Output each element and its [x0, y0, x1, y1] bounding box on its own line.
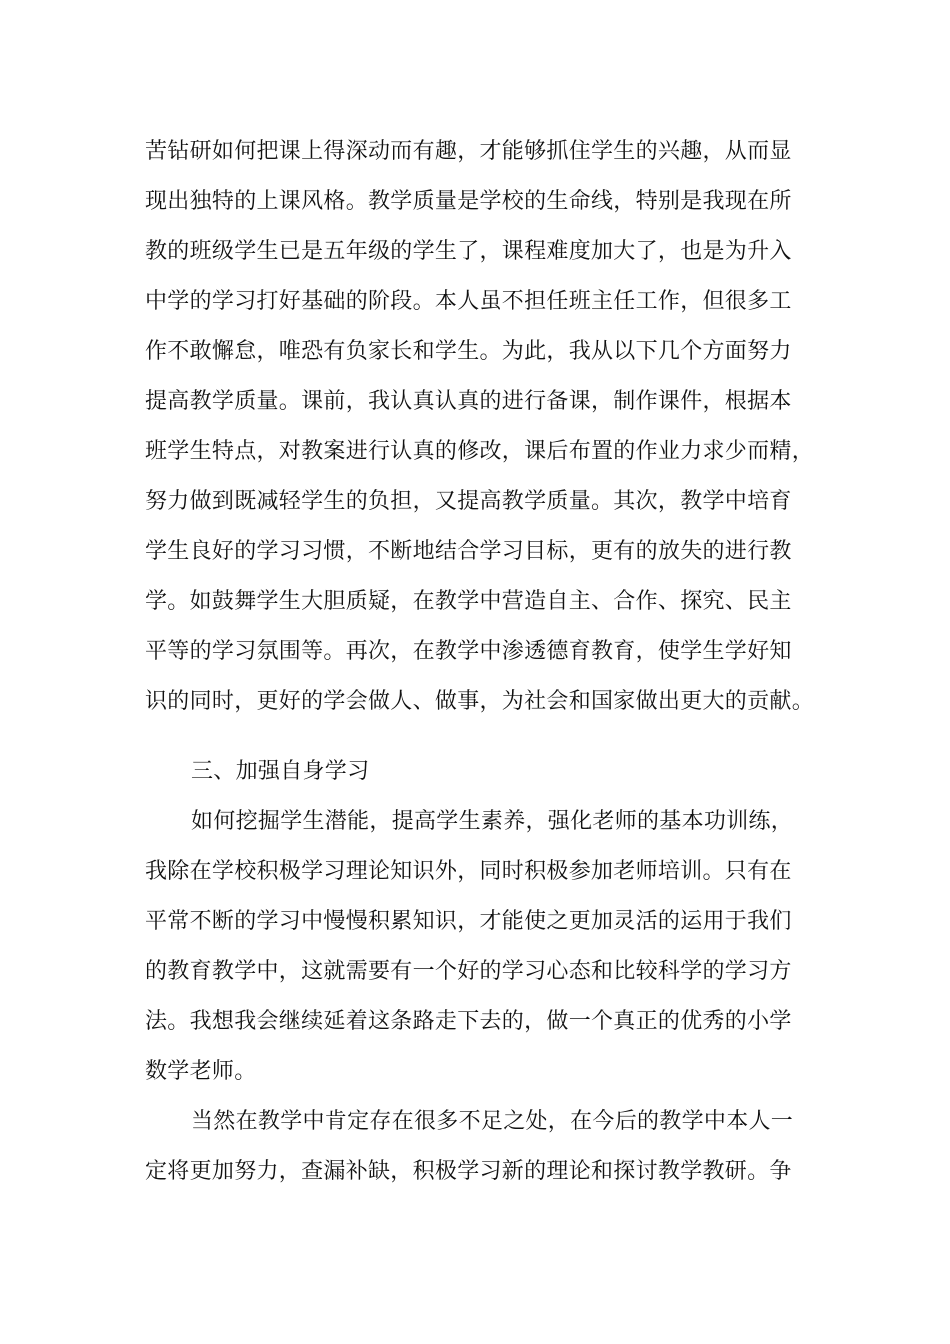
- text-line: 平常不断的学习中慢慢积累知识，才能使之更加灵活的运用于我们: [145, 909, 792, 934]
- text-line: 我除在学校积极学习理论知识外，同时积极参加老师培训。只有在: [145, 859, 792, 884]
- text-line: 法。我想我会继续延着这条路走下去的，做一个真正的优秀的小学: [145, 1009, 792, 1034]
- text-line: 教的班级学生已是五年级的学生了，课程难度加大了，也是为升入: [145, 239, 792, 264]
- section-heading: 三、加强自身学习: [191, 759, 370, 784]
- text-line: 如何挖掘学生潜能，提高学生素养，强化老师的基本功训练，: [191, 809, 794, 834]
- text-line: 班学生特点，对教案进行认真的修改，课后布置的作业力求少而精，: [145, 439, 815, 464]
- text-line: 识的同时，更好的学会做人、做事，为社会和国家做出更大的贡献。: [145, 689, 815, 714]
- paragraph-self-study: [145, 797, 825, 1097]
- text-line: 现出独特的上课风格。教学质量是学校的生命线，特别是我现在所: [145, 189, 792, 214]
- text-line: 平等的学习氛围等。再次，在教学中渗透德育教育，使学生学好知: [145, 639, 792, 664]
- text-line: 努力做到既减轻学生的负担，又提高教学质量。其次，教学中培育: [145, 489, 792, 514]
- text-line: 中学的学习打好基础的阶段。本人虽不担任班主任工作，但很多工: [145, 289, 792, 314]
- text-line: 作不敢懈怠，唯恐有负家长和学生。为此，我从以下几个方面努力: [145, 339, 792, 364]
- paragraph-shortcomings: [145, 1097, 825, 1197]
- text-line: 数学老师。: [145, 1059, 257, 1084]
- text-line: 学。如鼓舞学生大胆质疑，在教学中营造自主、合作、探究、民主: [145, 589, 792, 614]
- text-line: 苦钻研如何把课上得深动而有趣，才能够抓住学生的兴趣，从而显: [145, 139, 792, 164]
- paragraph-teaching-quality: [145, 127, 825, 727]
- text-line: 定将更加努力，查漏补缺，积极学习新的理论和探讨教学教研。争: [145, 1159, 792, 1184]
- section-self-study: [145, 747, 825, 1197]
- text-line: 的教育教学中，这就需要有一个好的学习心态和比较科学的学习方: [145, 959, 792, 984]
- text-line: 提高教学质量。课前，我认真认真的进行备课，制作课件，根据本: [145, 389, 792, 414]
- text-line: 学生良好的学习习惯，不断地结合学习目标，更有的放失的进行教: [145, 539, 792, 564]
- text-line: 当然在教学中肯定存在很多不足之处，在今后的教学中本人一: [191, 1109, 794, 1134]
